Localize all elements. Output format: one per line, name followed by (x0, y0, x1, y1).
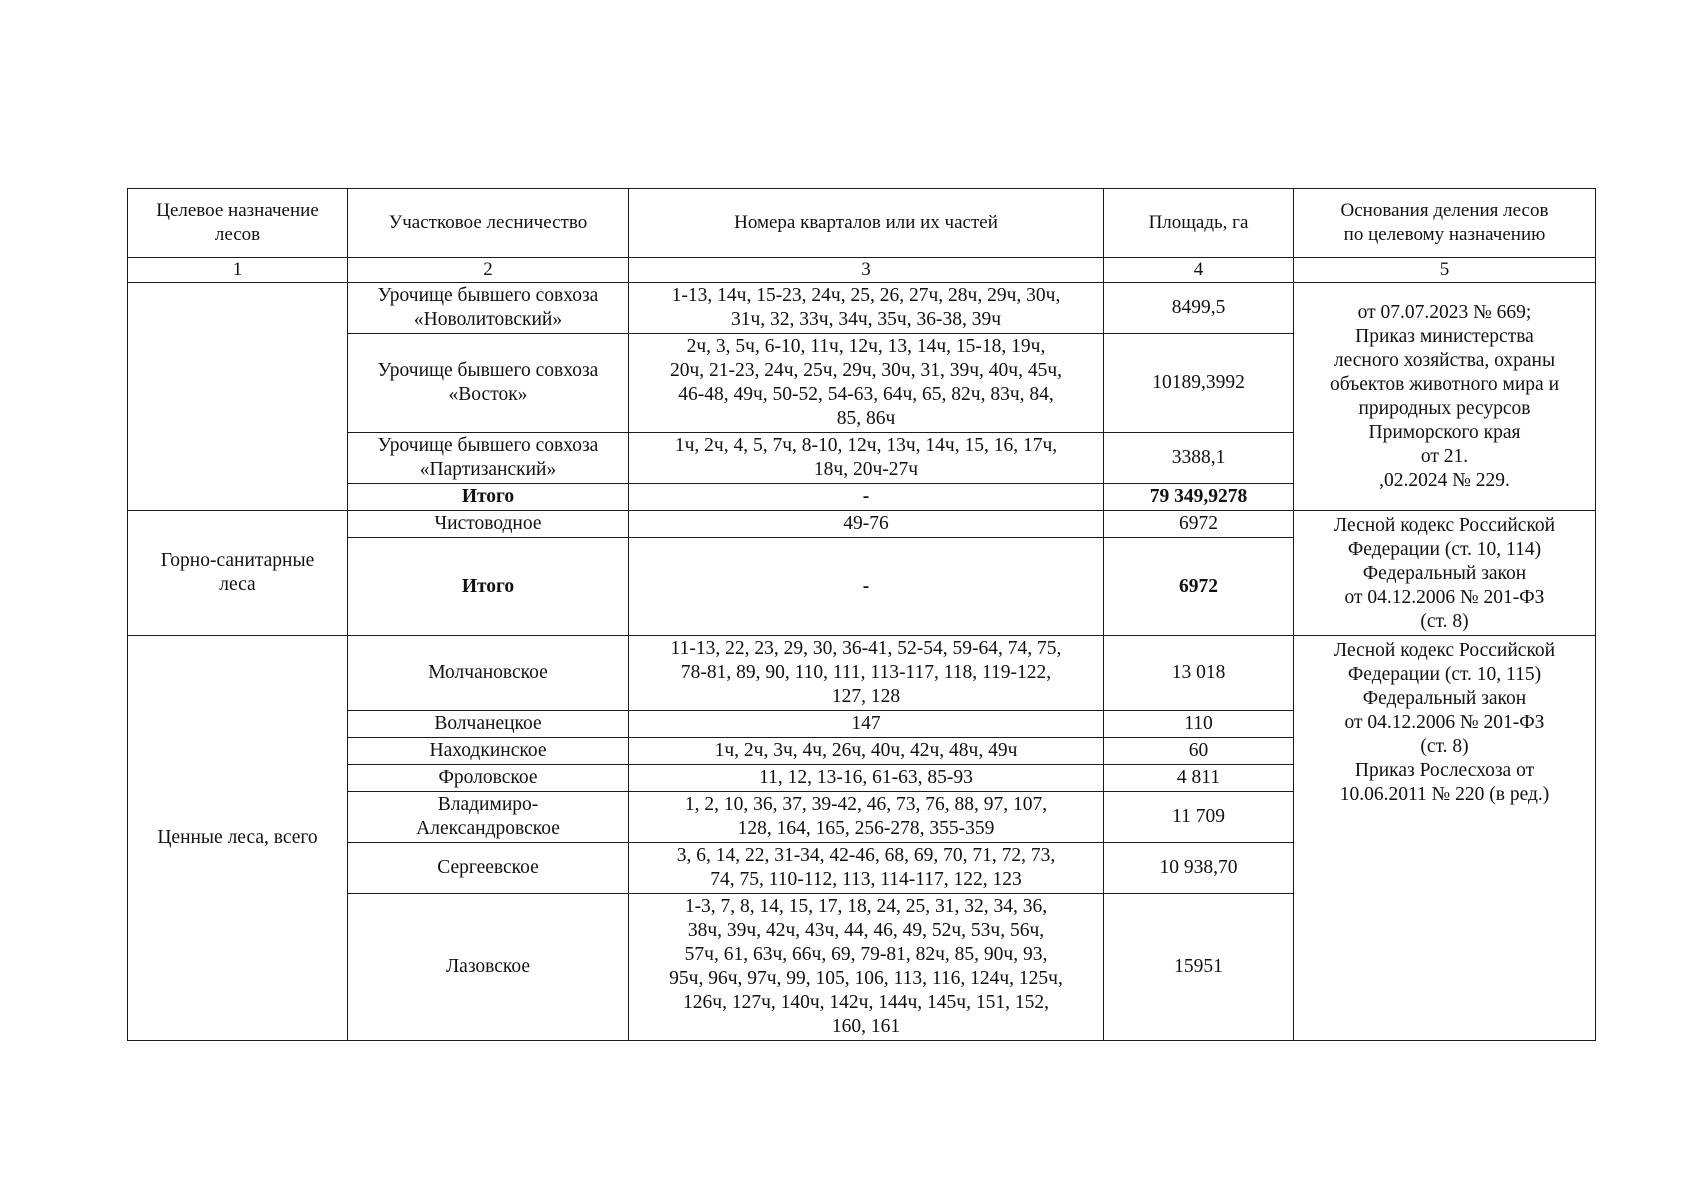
forestry-cell: Молчановское (348, 636, 629, 711)
forestry-cell: Сергеевское (348, 843, 629, 894)
quarters-cell: 147 (629, 711, 1104, 738)
column-number: 5 (1294, 258, 1596, 283)
forestry-cell: Находкинское (348, 738, 629, 765)
area-cell: 10 938,70 (1104, 843, 1294, 894)
area-cell: 60 (1104, 738, 1294, 765)
table-row (128, 511, 1596, 538)
forestry-cell: Урочище бывшего совхоза «Восток» (348, 334, 629, 433)
column-number: 2 (348, 258, 629, 283)
column-number: 3 (629, 258, 1104, 283)
forestry-cell: Урочище бывшего совхоза «Партизанский» (348, 433, 629, 484)
table-row (128, 283, 1596, 334)
table-header-row (128, 189, 1596, 258)
total-quarters: - (629, 484, 1104, 511)
quarters-cell: 1-3, 7, 8, 14, 15, 17, 18, 24, 25, 31, 32, 34, 36, 38ч, 39ч, 42ч, 43ч, 44, 46, 49, 52ч, 53ч, 56ч, 57ч, 61, 63ч, 66ч, 69, 79-81, 82ч, 85, 90ч, 93, 95ч, 96ч, 97ч, 99, 105, 106, 113, 116, 124ч, 125ч, 126ч, 127ч, 140ч, 142ч, 144ч, 145ч, 151, 152, 160, 161 (629, 894, 1104, 1041)
area-cell: 10189,3992 (1104, 334, 1294, 433)
column-number: 1 (128, 258, 348, 283)
column-number-row (128, 258, 1596, 283)
quarters-cell: 11, 12, 13-16, 61-63, 85-93 (629, 765, 1104, 792)
purpose-cell: Горно-санитарные леса (128, 511, 348, 636)
forestry-cell: Чистоводное (348, 511, 629, 538)
area-cell: 13 018 (1104, 636, 1294, 711)
quarters-cell: 2ч, 3, 5ч, 6-10, 11ч, 12ч, 13, 14ч, 15-18, 19ч, 20ч, 21-23, 24ч, 25ч, 29ч, 30ч, 31, 39ч, 40ч, 45ч, 46-48, 49ч, 50-52, 54-63, 64ч, 65, 82ч, 83ч, 84, 85, 86ч (629, 334, 1104, 433)
purpose-cell: Ценные леса, всего (128, 636, 348, 1041)
quarters-cell: 1, 2, 10, 36, 37, 39-42, 46, 73, 76, 88, 97, 107, 128, 164, 165, 256-278, 355-359 (629, 792, 1104, 843)
purpose-cell (128, 283, 348, 511)
area-cell: 11 709 (1104, 792, 1294, 843)
basis-cell: Лесной кодекс Российской Федерации (ст. 10, 115) Федеральный закон от 04.12.2006 № 201-ФЗ (ст. 8) Приказ Рослесхоза от 10.06.2011 № 220 (в ред.) (1294, 636, 1596, 1041)
forestry-cell: Фроловское (348, 765, 629, 792)
forestry-cell: Волчанецкое (348, 711, 629, 738)
forestry-cell: Урочище бывшего совхоза «Новолитовский» (348, 283, 629, 334)
quarters-cell: 49-76 (629, 511, 1104, 538)
header-quarters: Номера кварталов или их частей (629, 189, 1104, 258)
total-area: 6972 (1104, 538, 1294, 636)
quarters-cell: 1ч, 2ч, 4, 5, 7ч, 8-10, 12ч, 13ч, 14ч, 15, 16, 17ч, 18ч, 20ч-27ч (629, 433, 1104, 484)
total-area: 79 349,9278 (1104, 484, 1294, 511)
header-purpose: Целевое назначение лесов (128, 189, 348, 258)
area-cell: 8499,5 (1104, 283, 1294, 334)
area-cell: 6972 (1104, 511, 1294, 538)
column-number: 4 (1104, 258, 1294, 283)
quarters-cell: 1ч, 2ч, 3ч, 4ч, 26ч, 40ч, 42ч, 48ч, 49ч (629, 738, 1104, 765)
header-area: Площадь, га (1104, 189, 1294, 258)
table-row (128, 636, 1596, 711)
header-forestry: Участковое лесничество (348, 189, 629, 258)
forestry-cell: Лазовское (348, 894, 629, 1041)
total-quarters: - (629, 538, 1104, 636)
header-basis: Основания деления лесов по целевому назначению (1294, 189, 1596, 258)
quarters-cell: 11-13, 22, 23, 29, 30, 36-41, 52-54, 59-64, 74, 75, 78-81, 89, 90, 110, 111, 113-117, 118, 119-122, 127, 128 (629, 636, 1104, 711)
area-cell: 15951 (1104, 894, 1294, 1041)
forestry-cell: Владимиро- Александровское (348, 792, 629, 843)
area-cell: 3388,1 (1104, 433, 1294, 484)
total-label: Итого (348, 538, 629, 636)
total-label: Итого (348, 484, 629, 511)
basis-cell: Лесной кодекс Российской Федерации (ст. 10, 114) Федеральный закон от 04.12.2006 № 201-ФЗ (ст. 8) (1294, 511, 1596, 636)
quarters-cell: 1-13, 14ч, 15-23, 24ч, 25, 26, 27ч, 28ч, 29ч, 30ч, 31ч, 32, 33ч, 34ч, 35ч, 36-38, 39ч (629, 283, 1104, 334)
forest-division-table (127, 188, 1596, 1041)
basis-cell: от 07.07.2023 № 669; Приказ министерства лесного хозяйства, охраны объектов животного мира и природных ресурсов Приморского края от 21. ,02.2024 № 229. (1294, 283, 1596, 511)
area-cell: 110 (1104, 711, 1294, 738)
area-cell: 4 811 (1104, 765, 1294, 792)
quarters-cell: 3, 6, 14, 22, 31-34, 42-46, 68, 69, 70, 71, 72, 73, 74, 75, 110-112, 113, 114-117, 122, 123 (629, 843, 1104, 894)
